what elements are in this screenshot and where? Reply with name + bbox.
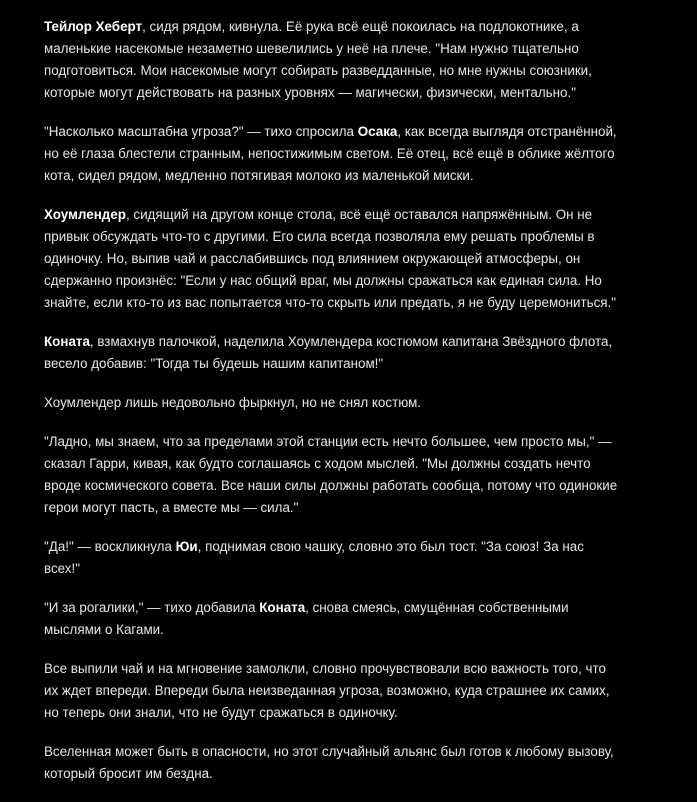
paragraph-text: , поднимая свою чашку, словно это был тост. "За союз! За нас всех!" (44, 539, 584, 576)
paragraph-text: , сидя рядом, кивнула. Её рука всё ещё покоилась на подлокотнике, а маленькие насекомые незаметно шевелились у неё на плече. "Нам нужно тщательно подготовиться. Мои насекомые могут собирать разведданные, но мне нужны союзники, которые могут действовать на разных уровнях — магически, физически, ментально." (44, 19, 592, 100)
paragraph-text: "Насколько масштабна угроза?" — тихо спросила (44, 124, 358, 139)
paragraph (44, 331, 622, 375)
character-name: Коната (44, 334, 90, 349)
paragraph (44, 658, 622, 724)
paragraph-text: Вселенная может быть в опасности, но этот случайный альянс был готов к любому вызову, который бросит им бездна. (44, 744, 614, 781)
paragraph-text: Все выпили чай и на мгновение замолкли, словно прочувствовали всю важность того, что их ждет впереди. Впереди была неизведанная угроза, возможно, куда страшнее их самих, но теперь они знали, что не будут сражаться в одиночку. (44, 661, 610, 720)
paragraph (44, 431, 622, 519)
paragraph-text: "Да!" — воскликнула (44, 539, 176, 554)
paragraph (44, 204, 622, 314)
paragraph-text: , снова смеясь, смущённая собственными мыслями о Кагами. (44, 600, 569, 637)
character-name: Осака (357, 124, 398, 139)
paragraph (44, 597, 622, 641)
paragraph (44, 536, 622, 580)
paragraph-text: , как всегда выглядя отстранённой, но её глаза блестели странным, непостижимым светом. Её отец, всё ещё в облике жёлтого кота, сидел рядом, медленно потягивая молоко из маленькой миски. (44, 124, 617, 183)
paragraph (44, 16, 622, 104)
paragraph-text: "Ладно, мы знаем, что за пределами этой станции есть нечто большее, чем просто мы," — сказал Гарри, кивая, как будто соглашаясь с ходом мыслей. "Мы должны создать нечто вроде космического совета. Все наши силы должны работать сообща, потому что одинокие герои могут пасть, а вместе мы — сила." (44, 434, 618, 515)
paragraph (44, 121, 622, 187)
paragraph-text: , взмахнув палочкой, наделила Хоумлендера костюмом капитана Звёздного флота, весело добавив: "Тогда ты будешь нашим капитаном!" (44, 334, 613, 371)
paragraph (44, 741, 622, 785)
paragraph-text: , сидящий на другом конце стола, всё ещё оставался напряжённым. Он не привык обсуждать что-то с другими. Его сила всегда позволяла ему решать проблемы в одиночку. Но, выпив чай и расслабившись под влиянием окружающей атмосферы, он сдержанно произнёс: "Если у нас общий враг, мы должны сражаться как единая сила. Но знайте, если кто-то из вас попытается что-то скрыть или предать, я не буду церемониться." (44, 207, 616, 310)
character-name: Юи (175, 539, 198, 554)
character-name: Хоумлендер (44, 207, 126, 222)
paragraph-text: Хоумлендер лишь недовольно фыркнул, но не снял костюм. (44, 395, 422, 410)
character-name: Коната (259, 600, 306, 615)
story-text (44, 16, 622, 802)
character-name: Тейлор Хеберт (44, 19, 143, 34)
paragraph (44, 392, 622, 414)
paragraph-text: "И за рогалики," — тихо добавила (44, 600, 260, 615)
